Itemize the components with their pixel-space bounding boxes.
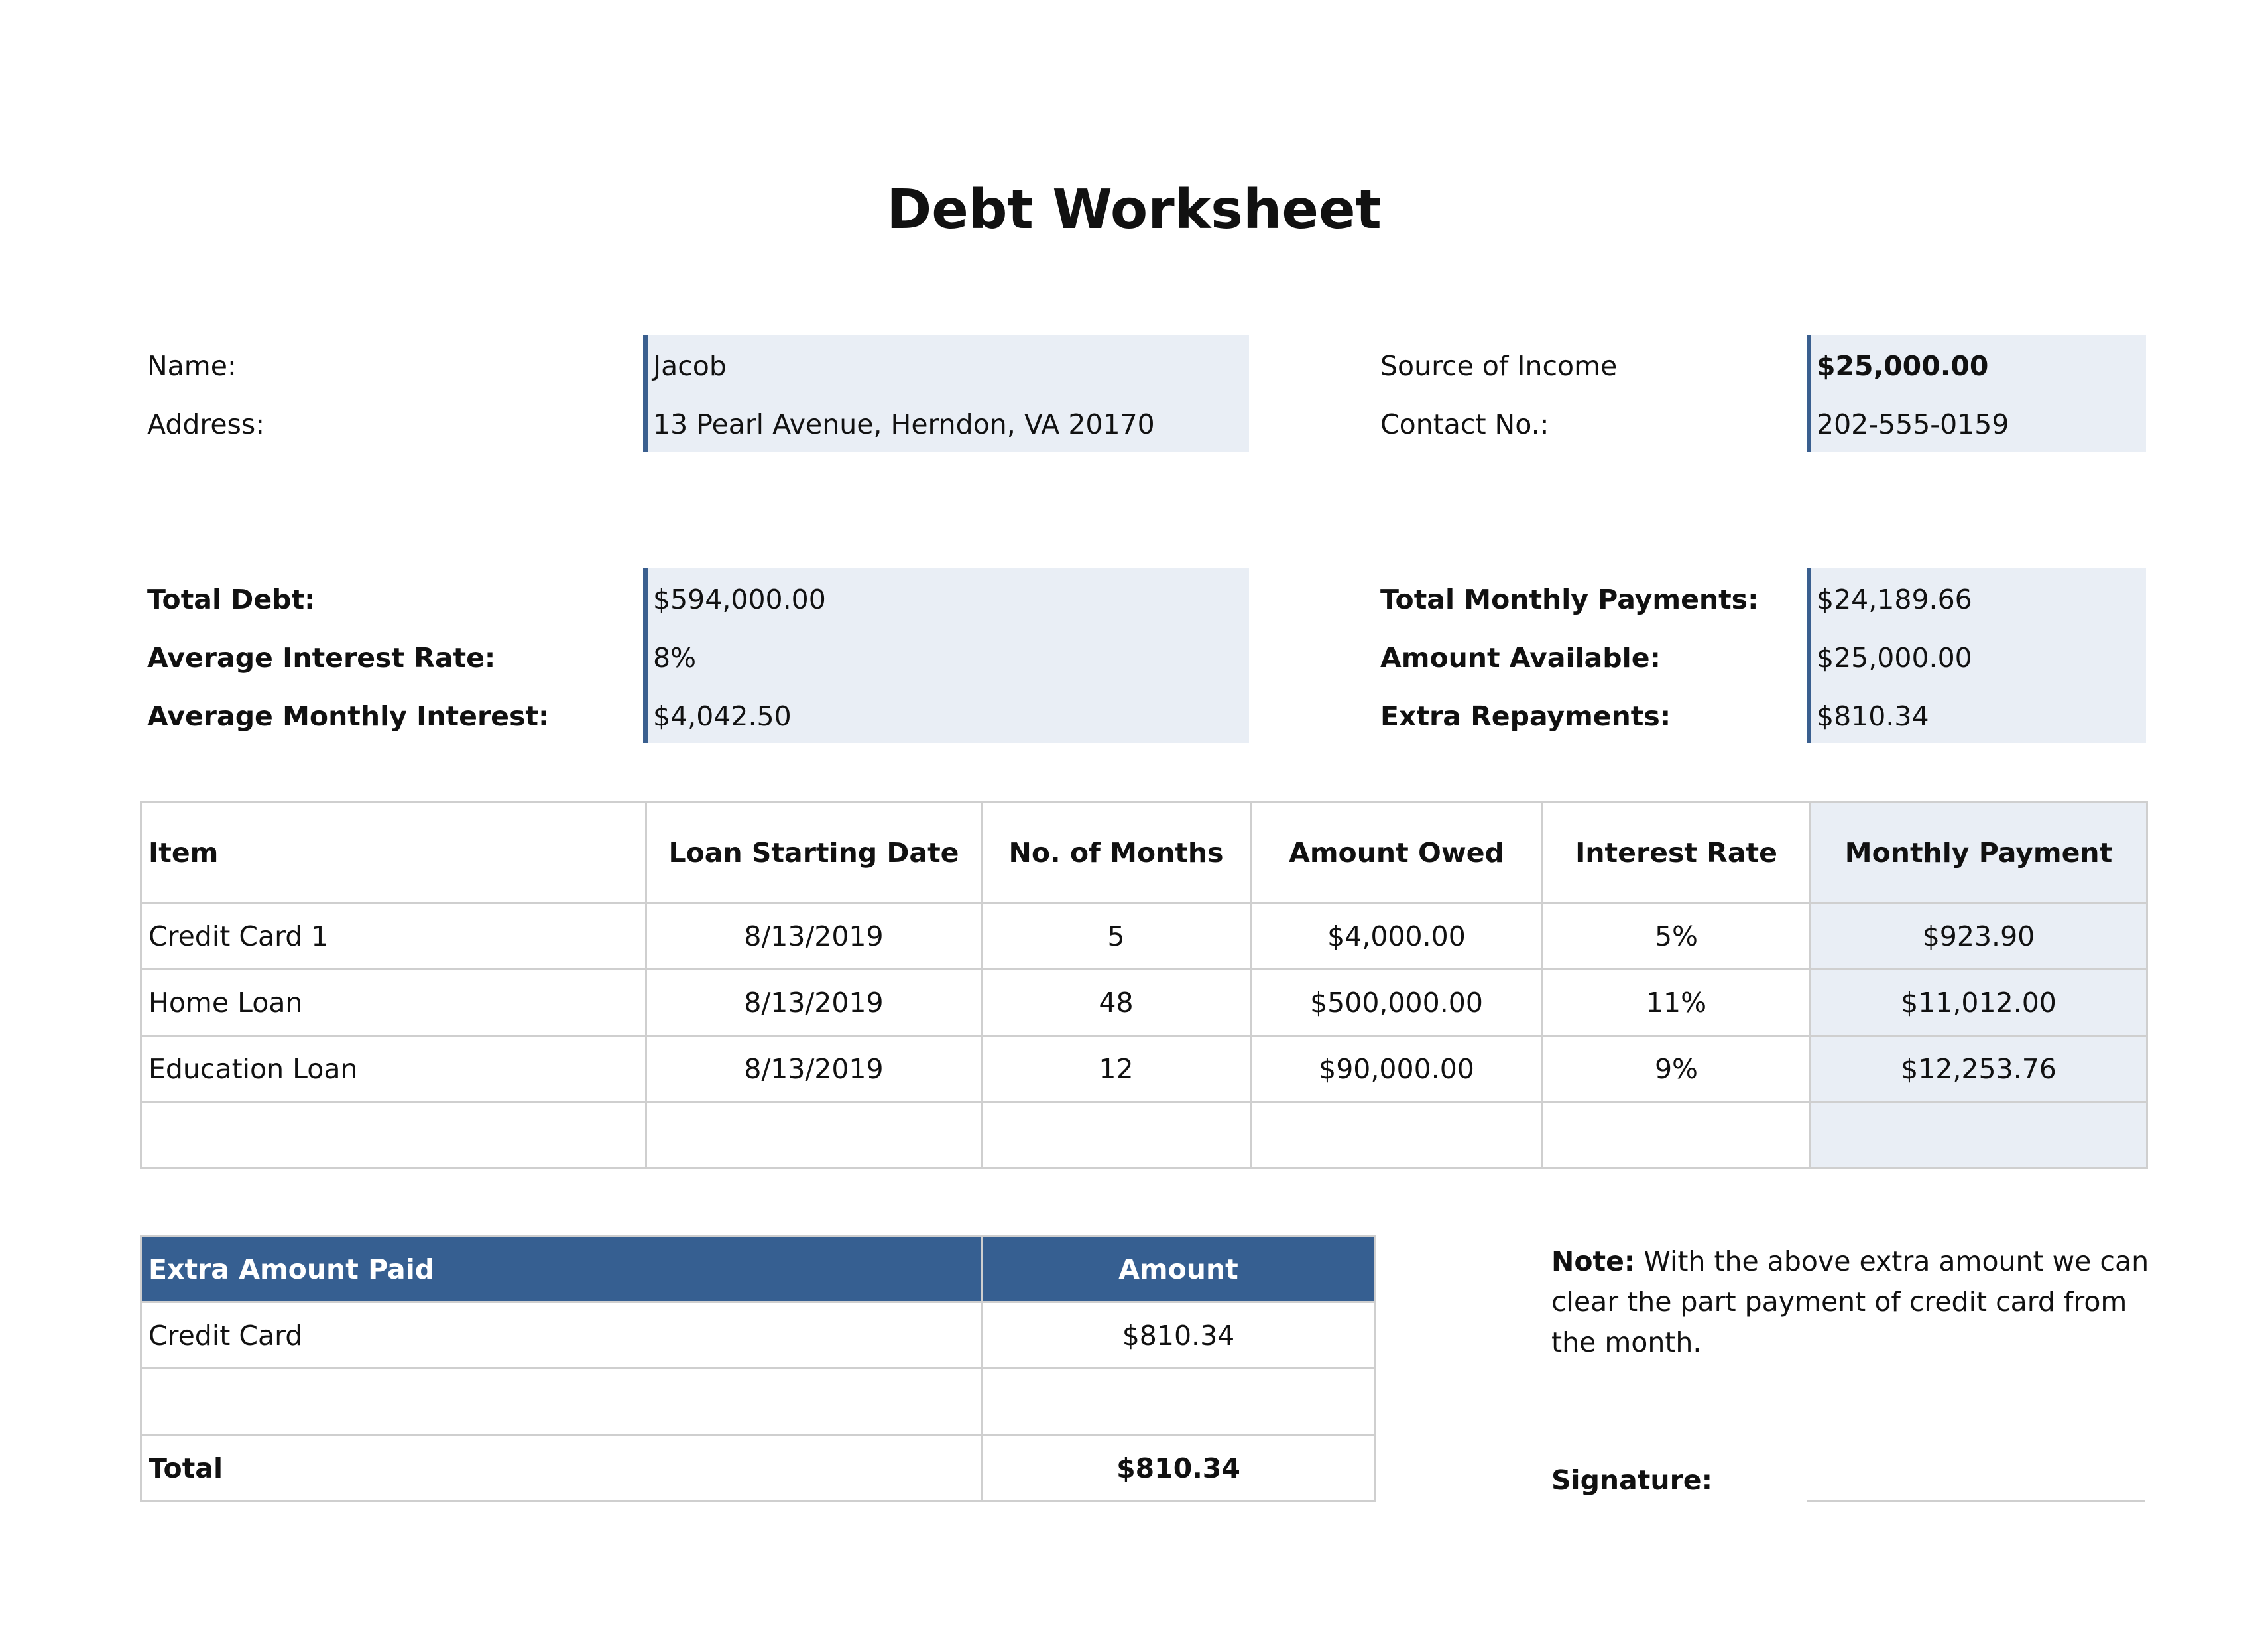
avg-rate-value[interactable]: 8%	[653, 642, 697, 674]
col-header-item: Item	[141, 802, 646, 903]
loan-date-cell[interactable]: 8/13/2019	[646, 903, 982, 970]
loan-date-cell[interactable]: 8/13/2019	[646, 970, 982, 1036]
extra-amount-cell[interactable]	[982, 1369, 1376, 1435]
page-title: Debt Worksheet	[886, 178, 1382, 241]
loan-months-cell[interactable]: 48	[982, 970, 1251, 1036]
income-value-box	[1807, 335, 2146, 452]
avg-rate-label: Average Interest Rate:	[147, 642, 496, 674]
total-debt-value[interactable]: $594,000.00	[653, 584, 826, 615]
income-value[interactable]: $25,000.00	[1817, 350, 1989, 382]
col-header-start-date: Loan Starting Date	[646, 802, 982, 903]
info-value-box	[643, 335, 1249, 452]
loan-date-cell[interactable]	[646, 1102, 982, 1168]
note-text: With the above extra amount we can clear the part payment of credit card from the month.	[1551, 1245, 2149, 1358]
loan-owed-cell[interactable]: $4,000.00	[1251, 903, 1543, 970]
signature-line[interactable]	[1807, 1500, 2145, 1502]
loan-date-cell[interactable]: 8/13/2019	[646, 1036, 982, 1102]
address-value[interactable]: 13 Pearl Avenue, Herndon, VA 20170	[653, 409, 1155, 440]
contact-value[interactable]: 202-555-0159	[1817, 409, 2009, 440]
note	[1551, 1241, 2175, 1363]
loan-months-cell[interactable]: 12	[982, 1036, 1251, 1102]
table-row	[141, 903, 2147, 970]
signature-label: Signature:	[1551, 1464, 1712, 1496]
total-debt-label: Total Debt:	[147, 584, 316, 615]
loan-owed-cell[interactable]: $90,000.00	[1251, 1036, 1543, 1102]
loan-payment-cell[interactable]: $923.90	[1811, 903, 2147, 970]
col-header-monthly-payment: Monthly Payment	[1811, 802, 2147, 903]
loan-payment-cell[interactable]: $11,012.00	[1811, 970, 2147, 1036]
address-label: Address:	[147, 409, 265, 440]
col-header-extra-paid: Extra Amount Paid	[141, 1236, 982, 1302]
loan-owed-cell[interactable]: $500,000.00	[1251, 970, 1543, 1036]
extra-item-cell[interactable]	[141, 1369, 982, 1435]
extra-repayments-label: Extra Repayments:	[1380, 700, 1671, 732]
loan-rate-cell[interactable]: 11%	[1543, 970, 1811, 1036]
table-row	[141, 1302, 1376, 1369]
table-row	[141, 1036, 2147, 1102]
extra-paid-table	[140, 1235, 1376, 1502]
loans-header-row	[141, 802, 2147, 903]
loan-months-cell[interactable]: 5	[982, 903, 1251, 970]
extra-total-row	[141, 1435, 1376, 1501]
summary-right-value-box	[1807, 568, 2146, 743]
total-monthly-label: Total Monthly Payments:	[1380, 584, 1759, 615]
loan-rate-cell[interactable]: 5%	[1543, 903, 1811, 970]
name-label: Name:	[147, 350, 237, 382]
total-monthly-value[interactable]: $24,189.66	[1817, 584, 1972, 615]
loan-rate-cell[interactable]	[1543, 1102, 1811, 1168]
loan-item-cell[interactable]: Education Loan	[141, 1036, 646, 1102]
table-row	[141, 1102, 2147, 1168]
loan-rate-cell[interactable]: 9%	[1543, 1036, 1811, 1102]
extra-item-cell[interactable]: Credit Card	[141, 1302, 982, 1369]
available-label: Amount Available:	[1380, 642, 1661, 674]
extra-amount-cell[interactable]: $810.34	[982, 1302, 1376, 1369]
col-header-amount: Amount	[982, 1236, 1376, 1302]
avg-interest-label: Average Monthly Interest:	[147, 700, 550, 732]
extra-repayments-value[interactable]: $810.34	[1817, 700, 1929, 732]
note-label: Note:	[1551, 1245, 1636, 1277]
available-value[interactable]: $25,000.00	[1817, 642, 1972, 674]
loans-table	[140, 801, 2148, 1169]
name-value[interactable]: Jacob	[653, 350, 727, 382]
col-header-interest-rate: Interest Rate	[1543, 802, 1811, 903]
loan-payment-cell[interactable]	[1811, 1102, 2147, 1168]
avg-interest-value[interactable]: $4,042.50	[653, 700, 792, 732]
loan-item-cell[interactable]: Credit Card 1	[141, 903, 646, 970]
col-header-amount-owed: Amount Owed	[1251, 802, 1543, 903]
table-row	[141, 970, 2147, 1036]
contact-label: Contact No.:	[1380, 409, 1549, 440]
loan-months-cell[interactable]	[982, 1102, 1251, 1168]
loan-item-cell[interactable]	[141, 1102, 646, 1168]
loan-item-cell[interactable]: Home Loan	[141, 970, 646, 1036]
table-row	[141, 1369, 1376, 1435]
extra-header-row	[141, 1236, 1376, 1302]
loan-payment-cell[interactable]: $12,253.76	[1811, 1036, 2147, 1102]
loan-owed-cell[interactable]	[1251, 1102, 1543, 1168]
summary-value-box	[643, 568, 1249, 743]
extra-total-label: Total	[141, 1435, 982, 1501]
col-header-months: No. of Months	[982, 802, 1251, 903]
extra-total-value[interactable]: $810.34	[982, 1435, 1376, 1501]
income-label: Source of Income	[1380, 350, 1618, 382]
